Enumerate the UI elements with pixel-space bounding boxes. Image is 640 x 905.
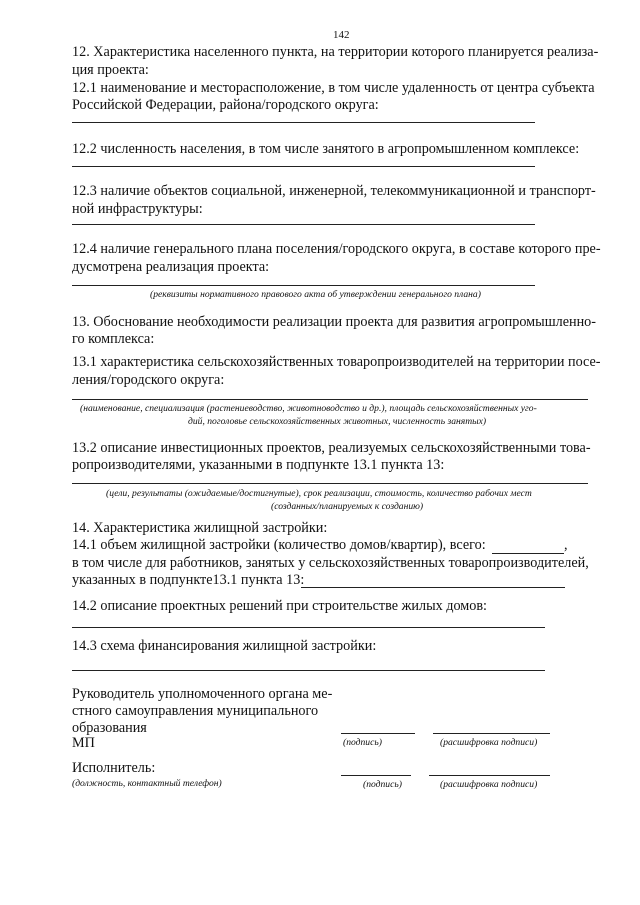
blank-14-1-workers <box>301 587 565 588</box>
item-14-1-line1: 14.1 объем жилищной застройки (количество домов/квартир), всего: <box>72 537 486 553</box>
fill-line-12-3 <box>72 224 535 225</box>
item-12-4-line1: 12.4 наличие генерального плана поселения/городского округа, в составе которого пре- <box>72 241 601 257</box>
item-14-2: 14.2 описание проектных решений при строительстве жилых домов: <box>72 598 487 614</box>
decode-line-executor <box>429 775 550 776</box>
item-12-4-line2: дусмотрена реализация проекта: <box>72 259 270 275</box>
item-13-1-line2: ления/городского округа: <box>72 372 225 388</box>
executor-note: (должность, контактный телефон) <box>72 778 222 789</box>
note-13-2-line2: (созданных/планируемых к созданию) <box>271 501 424 512</box>
fill-line-14-2 <box>72 627 545 628</box>
item-12-2: 12.2 численность населения, в том числе занятого в агропромышленном комплексе: <box>72 141 580 157</box>
executor-label: Исполнитель: <box>72 760 156 776</box>
fill-line-13-2 <box>72 483 588 484</box>
item-12-1-line2: Российской Федерации, района/городского округа: <box>72 97 379 113</box>
item-12-3-line1: 12.3 наличие объектов социальной, инженерной, телекоммуникационной и транспорт- <box>72 183 596 199</box>
note-12-4: (реквизиты нормативного правового акта об утверждении генерального плана) <box>150 289 481 300</box>
note-13-1-line2: дий, поголовье сельскохозяйственных животных, численность занятых) <box>188 416 487 427</box>
item-14-3: 14.3 схема финансирования жилищной застройки: <box>72 638 377 654</box>
signature-line-head <box>341 733 415 734</box>
item-14-1-line3: указанных в подпункте13.1 пункта 13: <box>72 572 305 588</box>
section-14-title: 14. Характеристика жилищной застройки: <box>72 520 328 536</box>
item-14-1-line2: в том числе для работников, занятых у сельскохозяйственных товаропроизводителей, <box>72 555 589 571</box>
fill-line-12-4 <box>72 285 535 286</box>
head-signatory-line3: образования <box>72 720 147 736</box>
signature-line-executor <box>341 775 411 776</box>
page-number: 142 <box>333 29 350 41</box>
signature-label-head: (подпись) <box>343 737 382 748</box>
fill-line-12-2 <box>72 166 535 167</box>
item-13-2-line2: ропроизводителями, указанными в подпункте 13.1 пункта 13: <box>72 457 445 473</box>
stamp-mp: МП <box>72 735 95 751</box>
item-12-1-line1: 12.1 наименование и месторасположение, в том числе удаленность от центра субъекта <box>72 80 595 96</box>
head-signatory-line2: стного самоуправления муниципального <box>72 703 319 719</box>
signature-label-executor: (подпись) <box>363 779 402 790</box>
section-13-title-line2: го комплекса: <box>72 331 155 347</box>
decode-line-head <box>433 733 550 734</box>
decode-label-executor: (расшифровка подписи) <box>440 779 538 790</box>
blank-14-1-total <box>492 553 564 554</box>
item-14-1-comma: , <box>564 537 568 553</box>
decode-label-head: (расшифровка подписи) <box>440 737 538 748</box>
item-12-3-line2: ной инфраструктуры: <box>72 201 203 217</box>
head-signatory-line1: Руководитель уполномоченного органа ме- <box>72 686 333 702</box>
section-13-title-line1: 13. Обоснование необходимости реализации проекта для развития агропромышленно- <box>72 314 596 330</box>
fill-line-12-1 <box>72 122 535 123</box>
item-13-1-line1: 13.1 характеристика сельскохозяйственных товаропроизводителей на территории посе- <box>72 354 601 370</box>
item-13-2-line1: 13.2 описание инвестиционных проектов, реализуемых сельскохозяйственными това- <box>72 440 591 456</box>
section-12-title-line1: 12. Характеристика населенного пункта, на территории которого планируется реализа- <box>72 44 599 60</box>
fill-line-14-3 <box>72 670 545 671</box>
note-13-2-line1: (цели, результаты (ожидаемые/достигнутые), срок реализации, стоимость, количество рабочих мест <box>106 488 532 499</box>
section-12-title-line2: ция проекта: <box>72 62 149 78</box>
fill-line-13-1 <box>72 399 588 400</box>
note-13-1-line1: (наименование, специализация (растениеводство, животноводство и др.), площадь сельскохозяйственных уго- <box>80 403 537 414</box>
